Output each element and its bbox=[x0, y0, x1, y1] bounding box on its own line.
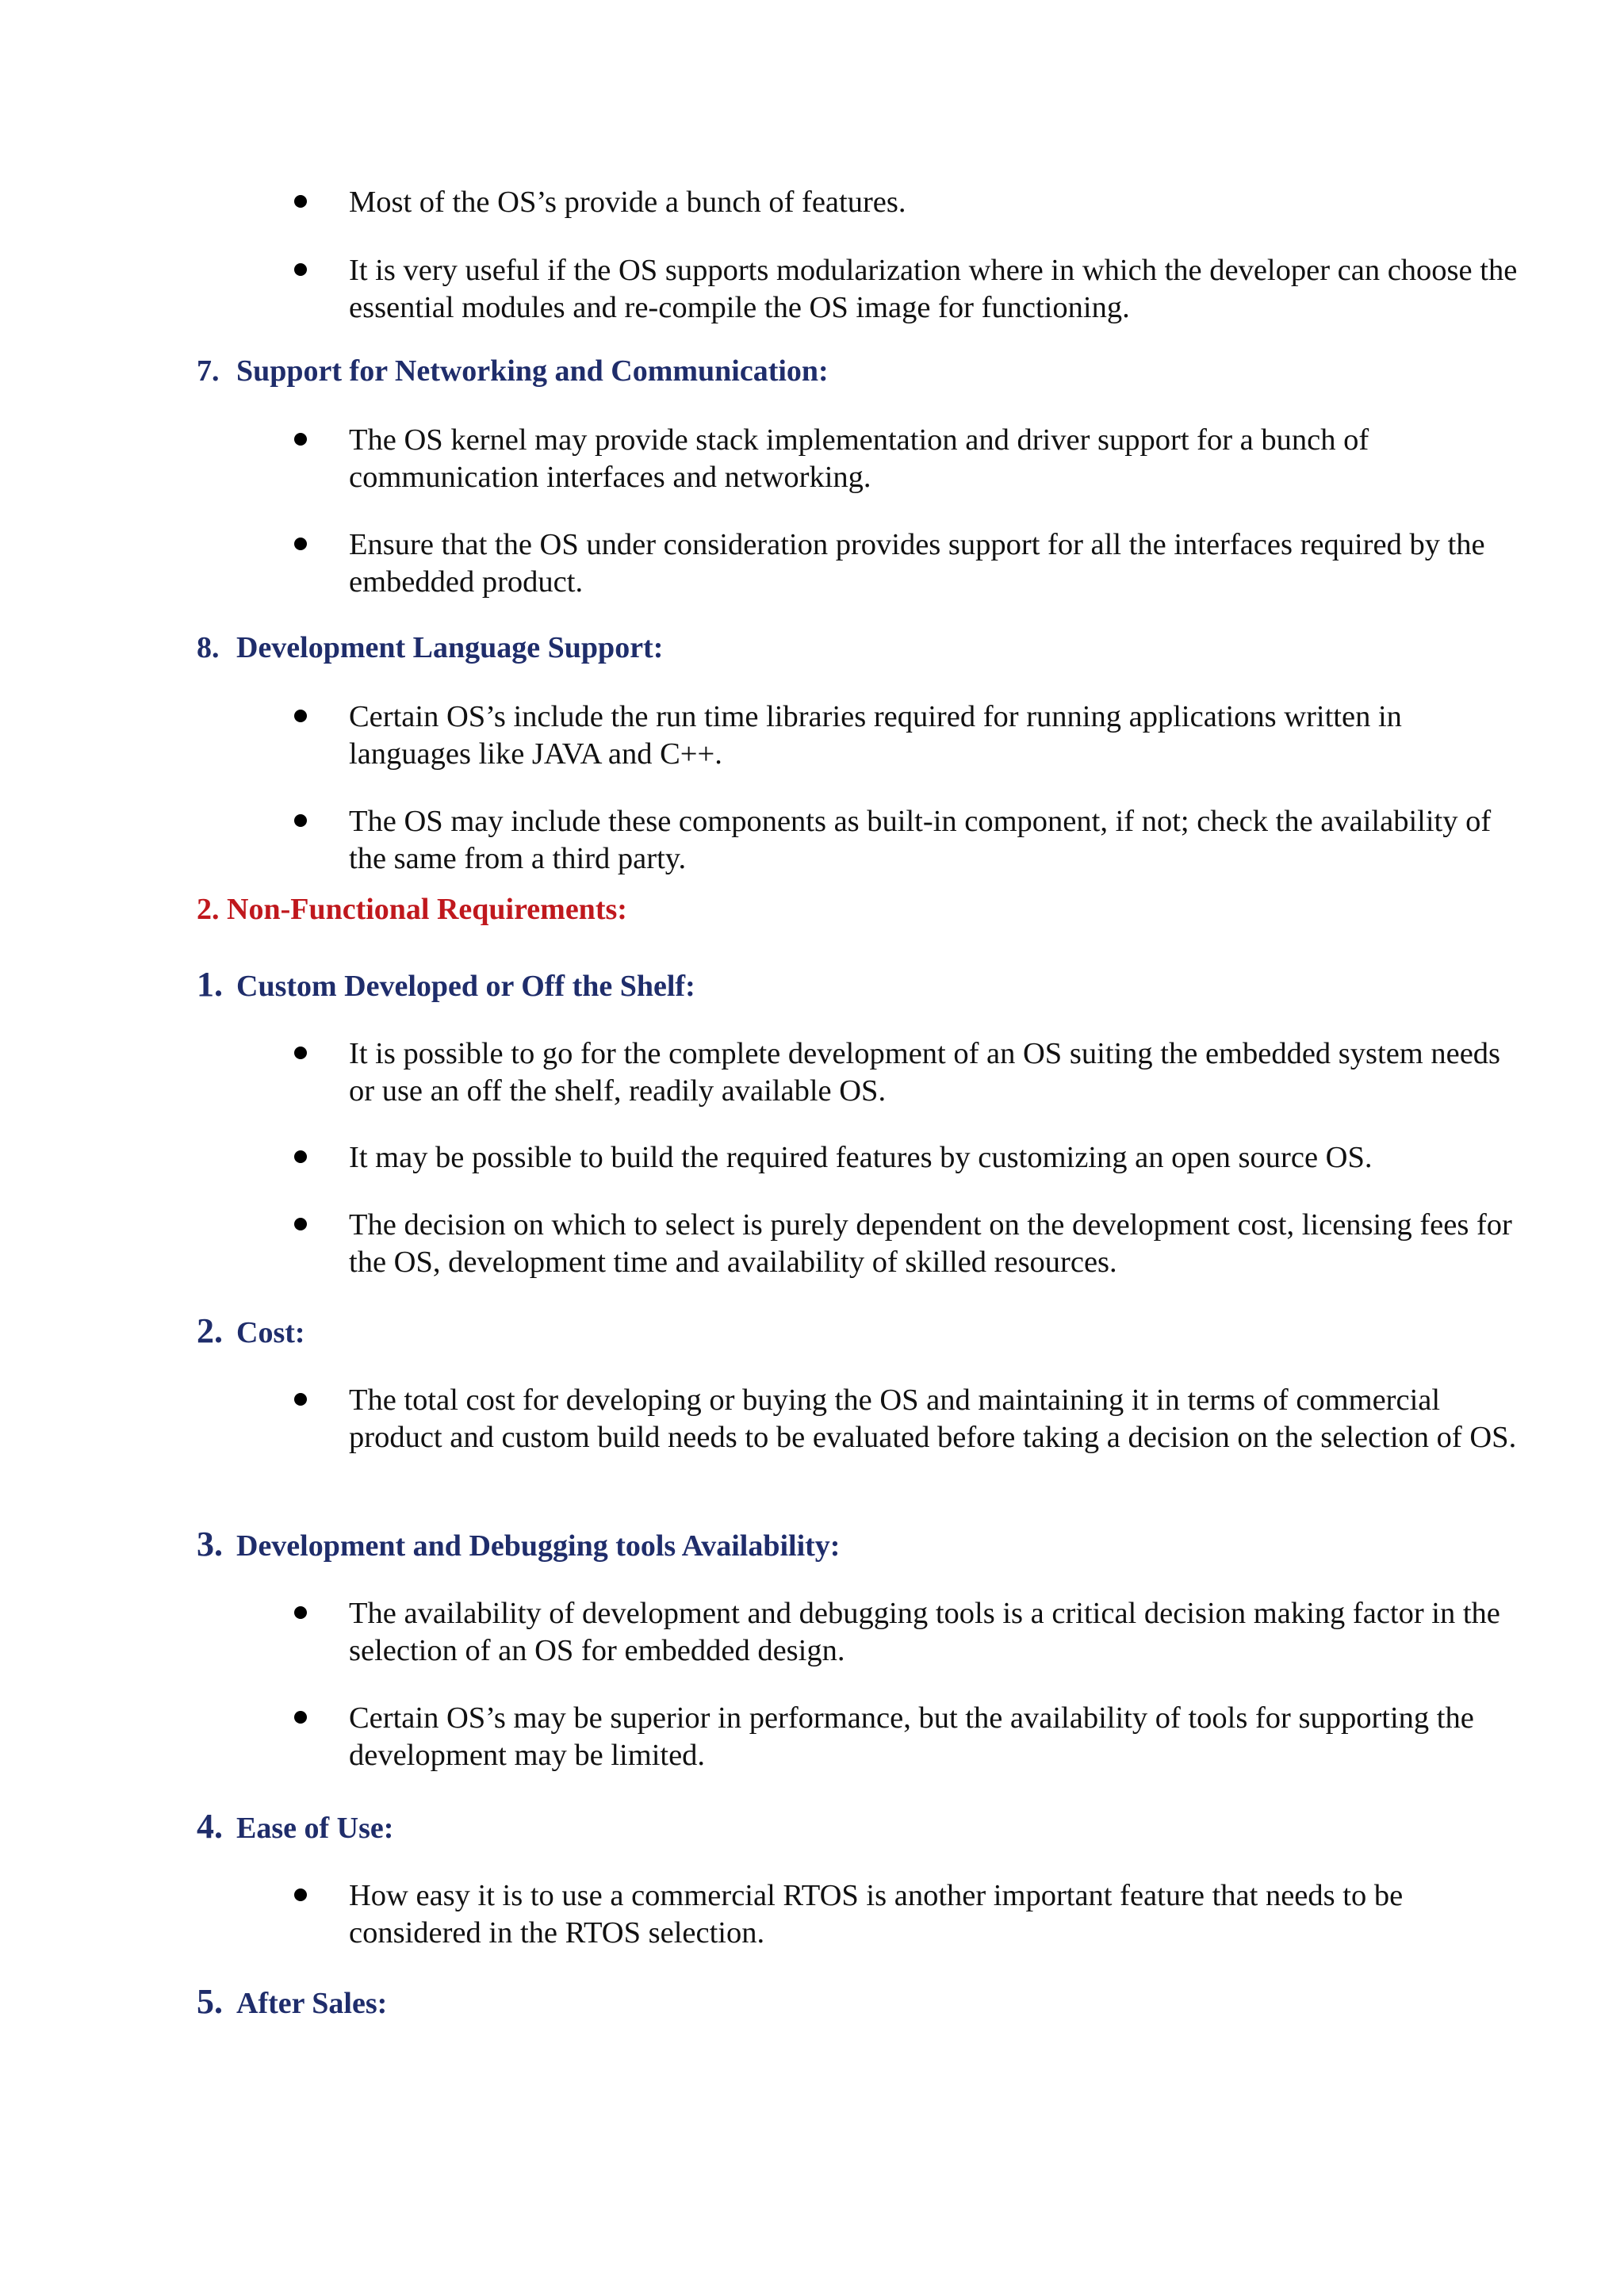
subsection-heading bbox=[197, 966, 695, 1004]
list-item-text: How easy it is to use a commercial RTOS is another important feature that needs to be considered in the RTOS selection. bbox=[349, 1879, 1404, 1950]
bullet-icon bbox=[294, 1218, 307, 1230]
bullet-icon bbox=[294, 710, 307, 722]
subsection-heading bbox=[197, 629, 663, 666]
bullet-icon bbox=[294, 814, 307, 827]
list-item-text: Certain OS’s include the run time libraries required for running applications written in languages like JAVA and C++. bbox=[349, 700, 1402, 771]
section-title: 2. Non-Functional Requirements: bbox=[197, 893, 627, 926]
heading-number: 1. bbox=[197, 965, 223, 1004]
list-item-text: Most of the OS’s provide a bunch of features. bbox=[349, 186, 906, 219]
heading-title: Cost: bbox=[236, 1316, 305, 1349]
heading-number: 2. bbox=[197, 1311, 223, 1350]
bullet-icon bbox=[294, 538, 307, 550]
list-item-text: The availability of development and debugging tools is a critical decision making factor in the selection of an OS for embedded design. bbox=[349, 1597, 1500, 1667]
list-item-text: Certain OS’s may be superior in performance, but the availability of tools for supporting the development may be limited. bbox=[349, 1701, 1474, 1772]
bullet-icon bbox=[294, 263, 307, 276]
heading-number: 7. bbox=[197, 354, 220, 388]
heading-title: Development and Debugging tools Availability: bbox=[236, 1529, 841, 1563]
heading-number: 8. bbox=[197, 631, 220, 664]
bullet-icon bbox=[294, 1150, 307, 1163]
heading-title: After Sales: bbox=[236, 1987, 388, 2020]
heading-title: Ease of Use: bbox=[236, 1812, 394, 1845]
bullet-icon bbox=[294, 1047, 307, 1059]
list-item-text: It is very useful if the OS supports modularization where in which the developer can choose the essential modules and re-compile the OS image for functioning. bbox=[349, 254, 1518, 324]
bullet-icon bbox=[294, 1606, 307, 1619]
heading-title: Custom Developed or Off the Shelf: bbox=[236, 970, 695, 1003]
list-item-text: The OS may include these components as built-in component, if not; check the availability of the same from a third party. bbox=[349, 805, 1492, 875]
list-item-text: It may be possible to build the required features by customizing an open source OS. bbox=[349, 1141, 1373, 1174]
heading-number: 3. bbox=[197, 1525, 223, 1563]
heading-title: Development Language Support: bbox=[236, 631, 664, 664]
bullet-icon bbox=[294, 1393, 307, 1406]
heading-title: Support for Networking and Communication: bbox=[236, 354, 829, 388]
bullet-icon bbox=[294, 1888, 307, 1901]
list-item-text: The decision on which to select is purely dependent on the development cost, licensing fees for the OS, development time and availability of skilled resources. bbox=[349, 1208, 1512, 1279]
subsection-heading bbox=[197, 1313, 305, 1351]
list-item-text: Ensure that the OS under consideration provides support for all the interfaces required by the embedded product. bbox=[349, 528, 1485, 599]
bullet-icon bbox=[294, 1711, 307, 1724]
list-item-text: It is possible to go for the complete development of an OS suiting the embedded system needs or use an off the shelf, readily available OS. bbox=[349, 1037, 1501, 1108]
heading-number: 4. bbox=[197, 1807, 223, 1846]
subsection-heading bbox=[197, 353, 829, 389]
heading-number: 5. bbox=[197, 1982, 223, 2021]
bullet-icon bbox=[294, 433, 307, 446]
subsection-heading bbox=[197, 1526, 840, 1564]
subsection-heading bbox=[197, 1984, 387, 2022]
subsection-heading bbox=[197, 1808, 393, 1846]
list-item-text: The OS kernel may provide stack implementation and driver support for a bunch of communication interfaces and networking. bbox=[349, 423, 1369, 494]
list-item-text: The total cost for developing or buying the OS and maintaining it in terms of commercial product and custom build needs to be evaluated before taking a decision on the selection of OS. bbox=[349, 1383, 1517, 1454]
bullet-icon bbox=[294, 195, 307, 208]
